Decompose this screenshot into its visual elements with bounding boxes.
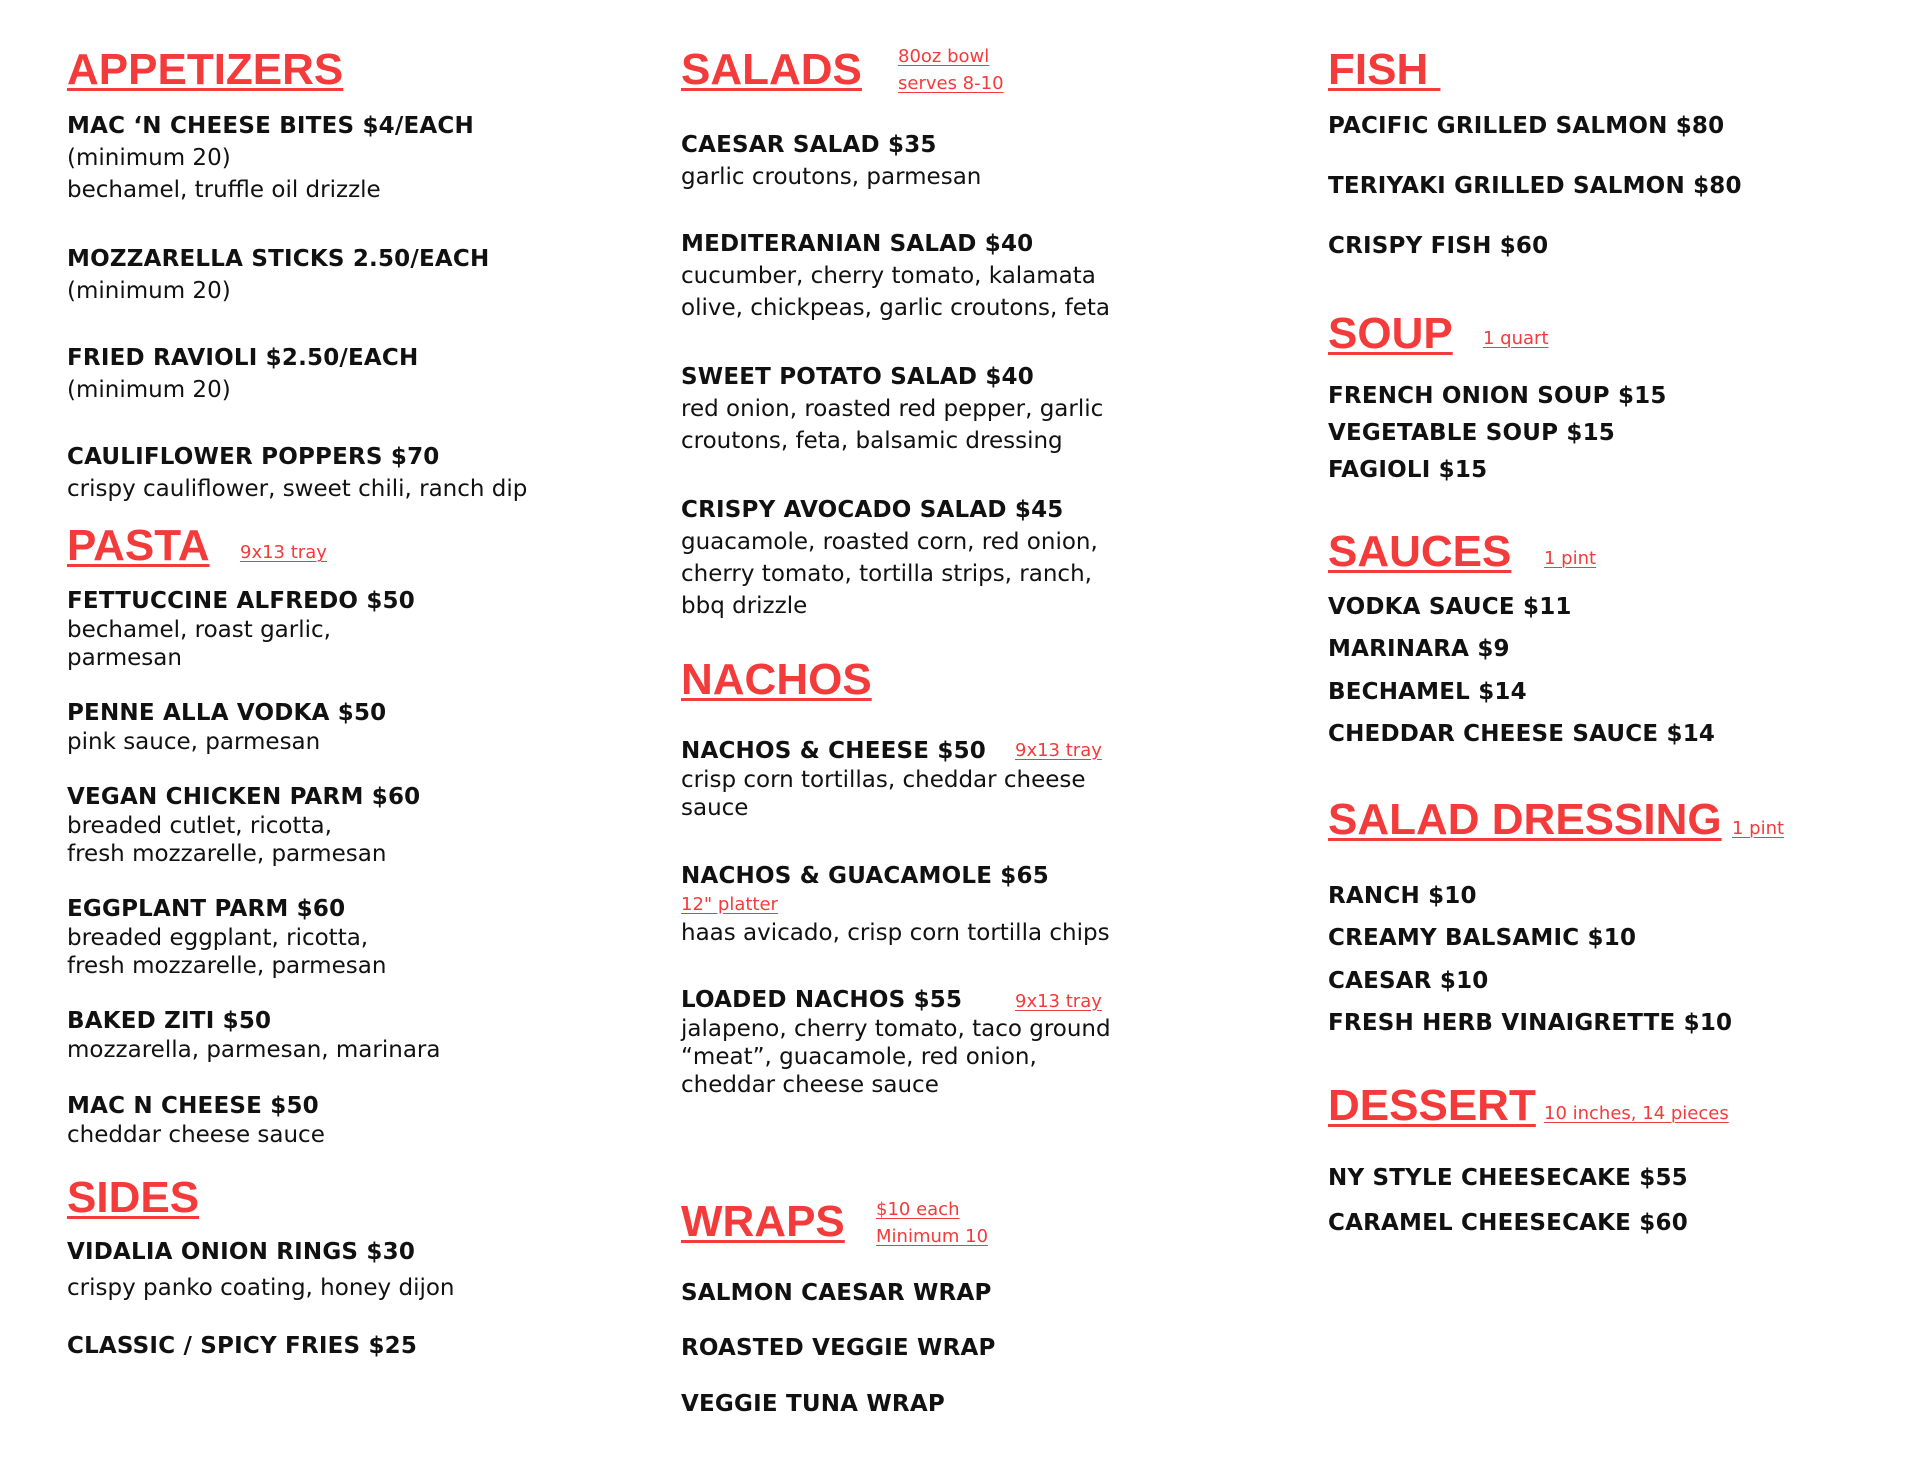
nachos-heading: NACHOS: [681, 655, 872, 704]
sauce-item: CHEDDAR CHEESE SAUCE $14: [1328, 721, 1716, 747]
item-title: LOADED NACHOS $55: [681, 987, 963, 1013]
wraps-note-line1: $10 each: [876, 1199, 960, 1220]
item-title: MAC ‘N CHEESE BITES $4/EACH: [67, 113, 474, 139]
wrap-item: SALMON CAESAR WRAP: [681, 1280, 992, 1306]
item-title: MEDITERANIAN SALAD $40: [681, 231, 1034, 257]
sauces-heading: SAUCES: [1328, 527, 1512, 576]
item-desc: (minimum 20): [67, 377, 231, 403]
menu-item: [67, 782, 420, 868]
soup-heading: SOUP: [1328, 309, 1453, 358]
item-title: SWEET POTATO SALAD $40: [681, 364, 1034, 390]
sauces-note: 1 pint: [1544, 548, 1597, 569]
item-title: MOZZARELLA STICKS 2.50/EACH: [67, 246, 490, 272]
sides-section: [67, 1172, 199, 1224]
menu-item: [67, 441, 527, 505]
item-title: NACHOS & CHEESE $50: [681, 738, 987, 764]
soup-item: FAGIOLI $15: [1328, 457, 1488, 483]
fish-section: [1328, 44, 1440, 96]
item-title: FRIED RAVIOLI $2.50/EACH: [67, 345, 419, 371]
item-title: VEGAN CHICKEN PARM $60: [67, 784, 421, 810]
item-desc: jalapeno, cherry tomato, taco ground: [681, 1016, 1111, 1042]
item-desc: “meat”, guacamole, red onion,: [681, 1044, 1037, 1070]
item-title: CAULIFLOWER POPPERS $70: [67, 444, 440, 470]
wrap-item: VEGGIE TUNA WRAP: [681, 1391, 945, 1417]
item-title: PENNE ALLA VODKA $50: [67, 700, 387, 726]
sauce-item: MARINARA $9: [1328, 636, 1510, 662]
soup-item: FRENCH ONION SOUP $15: [1328, 383, 1667, 409]
salads-note-line2: serves 8-10: [898, 73, 1004, 94]
appetizers-section: [67, 44, 343, 96]
item-title: EGGPLANT PARM $60: [67, 896, 346, 922]
item-title: CLASSIC / SPICY FRIES $25: [67, 1333, 418, 1359]
fish-item: TERIYAKI GRILLED SALMON $80: [1328, 173, 1742, 199]
item-desc: (minimum 20): [67, 278, 231, 304]
item-desc: fresh mozzarelle, parmesan: [67, 841, 387, 867]
item-title: VIDALIA ONION RINGS $30: [67, 1239, 416, 1265]
dessert-heading: DESSERT: [1328, 1081, 1536, 1130]
item-desc: cherry tomato, tortilla strips, ranch,: [681, 561, 1092, 587]
pasta-section: [67, 520, 210, 572]
item-title: NACHOS & GUACAMOLE $65: [681, 863, 1049, 889]
soup-note: 1 quart: [1483, 328, 1549, 349]
salad-dressing-section: [1328, 794, 1722, 846]
item-desc: fresh mozzarelle, parmesan: [67, 953, 387, 979]
fish-item: PACIFIC GRILLED SALMON $80: [1328, 113, 1725, 139]
menu-item: [67, 894, 386, 980]
fish-heading: FISH: [1328, 45, 1441, 94]
menu-item: [67, 1330, 417, 1362]
item-desc: crispy panko coating, honey dijon: [67, 1275, 455, 1301]
menu-item: [67, 1236, 455, 1304]
soup-item: VEGETABLE SOUP $15: [1328, 420, 1615, 446]
nachos-guacamole-note: 12" platter: [681, 894, 778, 915]
item-title: FETTUCCINE ALFREDO $50: [67, 588, 415, 614]
menu-item: [681, 361, 1103, 457]
menu-item: [67, 1006, 440, 1064]
item-desc: cheddar cheese sauce: [67, 1122, 325, 1148]
dressing-item: CREAMY BALSAMIC $10: [1328, 925, 1637, 951]
dessert-item: CARAMEL CHEESECAKE $60: [1328, 1210, 1688, 1236]
soup-section: [1328, 308, 1453, 360]
nachos-cheese-note: 9x13 tray: [1015, 740, 1102, 761]
sauces-section: [1328, 526, 1511, 578]
item-desc: (minimum 20): [67, 145, 231, 171]
item-title: MAC N CHEESE $50: [67, 1093, 319, 1119]
menu-item: [681, 861, 1110, 947]
menu-item: [67, 110, 474, 206]
salad-dressing-heading: SALAD DRESSING: [1328, 795, 1722, 844]
item-title: BAKED ZITI $50: [67, 1008, 272, 1034]
item-desc: red onion, roasted red pepper, garlic: [681, 396, 1104, 422]
wraps-section: [681, 1196, 845, 1248]
dessert-note: 10 inches, 14 pieces: [1544, 1103, 1729, 1124]
item-desc: olive, chickpeas, garlic croutons, feta: [681, 295, 1111, 321]
item-desc: pink sauce, parmesan: [67, 729, 321, 755]
menu-item: [681, 228, 1110, 324]
wrap-item: ROASTED VEGGIE WRAP: [681, 1335, 996, 1361]
dressing-item: RANCH $10: [1328, 883, 1477, 909]
menu-item: [681, 129, 981, 193]
dressing-item: CAESAR $10: [1328, 968, 1489, 994]
item-desc: cucumber, cherry tomato, kalamata: [681, 263, 1096, 289]
loaded-nachos-note: 9x13 tray: [1015, 991, 1102, 1012]
item-desc: bechamel, roast garlic,: [67, 617, 331, 643]
item-title: CAESAR SALAD $35: [681, 132, 937, 158]
salads-note-line1: 80oz bowl: [898, 46, 990, 67]
item-desc: haas avicado, crisp corn tortilla chips: [681, 920, 1110, 946]
menu-item: [681, 494, 1098, 622]
dressing-item: FRESH HERB VINAIGRETTE $10: [1328, 1010, 1733, 1036]
sauce-item: BECHAMEL $14: [1328, 679, 1527, 705]
menu-item: [67, 243, 489, 307]
salads-section: [681, 44, 862, 96]
menu-item: [67, 586, 415, 672]
item-desc: crispy cauliflower, sweet chili, ranch dip: [67, 476, 528, 502]
item-desc: mozzarella, parmesan, marinara: [67, 1037, 441, 1063]
pasta-note: 9x13 tray: [240, 542, 327, 563]
pasta-heading: PASTA: [67, 521, 210, 570]
item-desc: guacamole, roasted corn, red onion,: [681, 529, 1098, 555]
item-desc: croutons, feta, balsamic dressing: [681, 428, 1063, 454]
wraps-heading: WRAPS: [681, 1197, 845, 1246]
item-desc: parmesan: [67, 645, 182, 671]
wraps-note-line2: Minimum 10: [876, 1226, 989, 1247]
dessert-item: NY STYLE CHEESECAKE $55: [1328, 1165, 1688, 1191]
nachos-section: [681, 654, 872, 706]
item-title: CRISPY AVOCADO SALAD $45: [681, 497, 1064, 523]
item-desc: bechamel, truffle oil drizzle: [67, 177, 381, 203]
item-desc: sauce: [681, 795, 749, 821]
item-desc: breaded cutlet, ricotta,: [67, 813, 332, 839]
item-desc: bbq drizzle: [681, 593, 808, 619]
menu-item: [67, 1091, 325, 1149]
menu-item: [67, 342, 418, 406]
item-desc: crisp corn tortillas, cheddar cheese: [681, 767, 1086, 793]
item-desc: cheddar cheese sauce: [681, 1072, 939, 1098]
salad-dressing-note: 1 pint: [1732, 818, 1785, 839]
sauce-item: VODKA SAUCE $11: [1328, 594, 1572, 620]
sides-heading: SIDES: [67, 1173, 200, 1222]
appetizers-heading: APPETIZERS: [67, 45, 344, 94]
dessert-section: [1328, 1080, 1536, 1132]
fish-item: CRISPY FISH $60: [1328, 233, 1549, 259]
item-desc: garlic croutons, parmesan: [681, 164, 982, 190]
menu-item: [67, 698, 386, 756]
salads-heading: SALADS: [681, 45, 862, 94]
item-desc: breaded eggplant, ricotta,: [67, 925, 369, 951]
